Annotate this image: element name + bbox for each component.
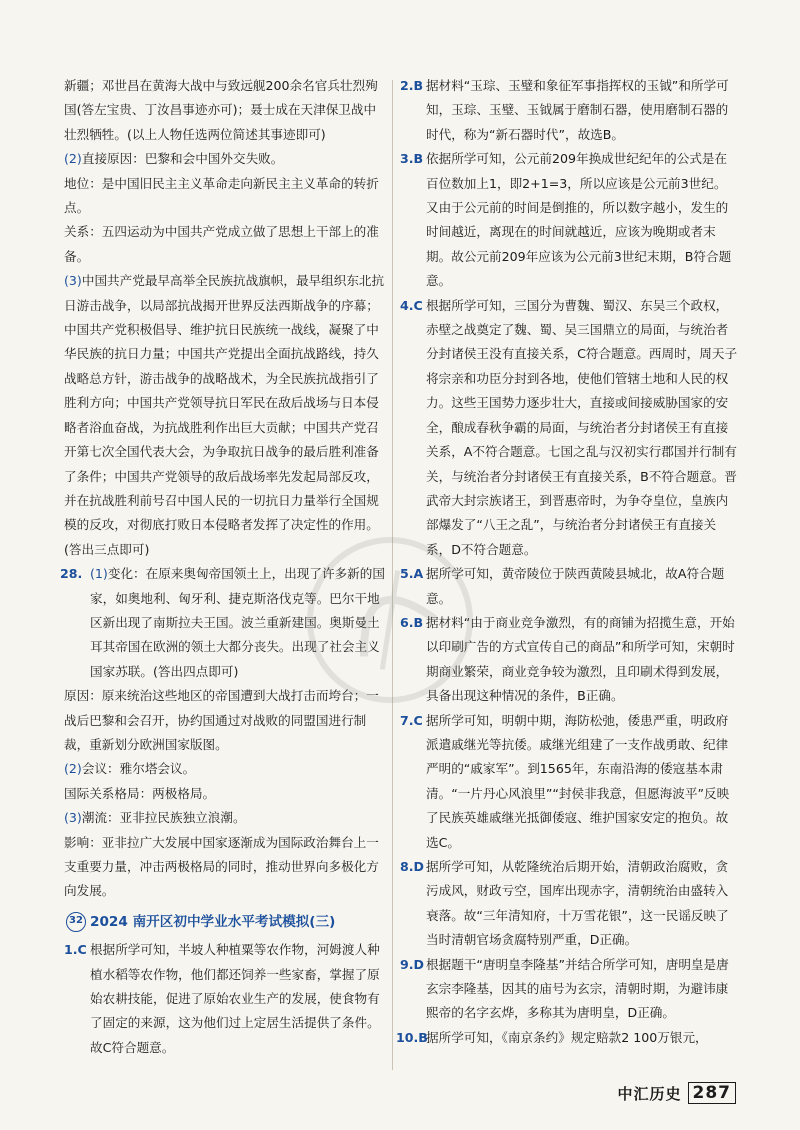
relation-paragraph: 关系：五四运动为中国共产党成立做了思想上干部上的准备。 <box>64 224 379 264</box>
answer-5-text: 据所学可知，黄帝陵位于陕西黄陵县城北，故A符合题意。 <box>426 566 725 606</box>
page-number: 287 <box>688 1082 737 1104</box>
q28-part2 <box>64 757 386 781</box>
q28-1-text: 变化：在原来奥匈帝国领土上，出现了许多新的国家，如奥地利、匈牙利、捷克斯洛伐克等。巴尔干地区新出现了南斯拉夫王国。波兰重新建国。奥斯曼土耳其帝国在欧洲的领土大都分丧失。出现了社会主义国家苏联。(答出四点即可) <box>90 566 385 679</box>
answer-4-number: 4.C <box>400 297 423 313</box>
impact-paragraph: 影响：亚非拉广大发展中国家逐渐成为国际政治舞台上一支重要力量，冲击两极格局的同时，推动世界向多极化方向发展。 <box>64 834 379 899</box>
page-footer <box>617 1082 736 1104</box>
q28-3-label: (3) <box>64 810 82 826</box>
answer-1-text: 根据所学可知，半坡人种植粟等农作物，河姆渡人种植水稻等农作物，他们都还饲养一些家畜，掌握了原始农耕技能，促进了原始农业生产的发展，使食物有了固定的来源，这为他们过上定居生活提供了条件。故C符合题意。 <box>90 942 380 1055</box>
section-number-badge: 32 <box>66 912 86 932</box>
reason-paragraph: 原因：原来统治这些地区的帝国遭到大战打击而垮台；一战后巴黎和会召开，协约国通过对战败的同盟国进行制裁，重新划分欧洲国家版图。 <box>64 688 379 752</box>
section-heading <box>66 910 386 934</box>
status-paragraph: 地位：是中国旧民主主义革命走向新民主主义革命的转折点。 <box>64 175 379 216</box>
answer-7-text: 据所学可知，明朝中期，海防松弛，倭患严重，明政府派遣戚继光等抗倭。戚继光组建了一支作战勇敢、纪律严明的“戚家军”。到1565年，东南沿海的倭寇基本肃清。“一片丹心风浪里”“封侯非我意，但愿海波平”反映了民族英雄戚继光抵御倭寇、维护国家安定的抱负。故选C。 <box>426 712 730 850</box>
footer-subject: 中汇历史 <box>617 1084 682 1103</box>
q28-part3 <box>64 806 386 830</box>
q28-3-text: 潮流：亚非拉民族独立浪潮。 <box>81 810 246 826</box>
answer-10 <box>396 1026 738 1050</box>
answer-2-number: 2.B <box>400 78 424 93</box>
q3-text: 中国共产党最早高举全民族抗战旗帜，最早组织东北抗日游击战争，以局部抗战揭开世界反法西斯战争的序幕；中国共产党积极倡导、维护抗日民族统一战线，凝聚了中华民族的抗日力量；中国共产党提出全面抗战路线，持久战略总方针，游击战争的战略战术，为全民族抗战指引了胜利方向；中国共产党领导抗日军民在敌后战场与日本侵略者浴血奋战，为抗战胜利作出巨大贡献；中国共产党召开第七次全国代表大会，为争取抗日战争的最后胜利准备了条件；中国共产党领导的敌后战场率先发起局部反攻，并在抗战胜利前号召中国人民的一切抗日力量举行全国规模的反攻，对彻底打败日本侵略者发挥了决定性的作用。(答出三点即可) <box>64 273 385 557</box>
answer-8-number: 8.D <box>400 859 425 874</box>
section-title: 2024 南开区初中学业水平考试模拟(三) <box>90 913 336 930</box>
q3-label: (3) <box>64 273 82 289</box>
answer-7-number: 7.C <box>400 712 423 728</box>
answer-6-number: 6.B <box>400 614 424 630</box>
answer-8-text: 据所学可知，从乾隆统治后期开始，清朝政治腐败，贪污成风，财政亏空，国库出现赤字，清朝统治由盛转入衰落。故“三年清知府，十万雪花银”，这一民谣反映了当时清朝官场贪腐特别严重，D正确。 <box>426 859 729 948</box>
q28-1-label: (1) <box>90 566 108 582</box>
answer-2-text: 据材料“玉琮、玉璧和象征军事指挥权的玉钺”和所学可知，玉琮、玉璧、玉钺属于磨制石器，使用磨制石器的时代，称为“新石器时代”，故选B。 <box>426 78 729 142</box>
answer-7 <box>400 709 738 855</box>
answer-9-text: 根据题干“唐明皇李隆基”并结合所学可知，唐明皇是唐玄宗李隆基，因其的庙号为玄宗，清朝时期，为避讳康熙帝的名字玄烨，多称其为唐明皇，D正确。 <box>426 956 729 1021</box>
answer-3-text: 依据所学可知，公元前209年换成世纪纪年的公式是在百位数加上1，即2+1=3，所以应该是公元前3世纪。又由于公元前的时间是倒推的，所以数字越小，发生的时间越近，离现在的时间就越近，应该为晚期或者末期。故公元前209年应该为公元前3世纪末期，B符合题意。 <box>426 151 732 289</box>
q28-2-text: 会议：雅尔塔会议。 <box>81 761 196 777</box>
answer-9-number: 9.D <box>400 956 425 972</box>
answer-6-text: 据材料“由于商业竞争激烈，有的商铺为招揽生意，开始以印刷广告的方式宣传自己的商品”和所学可知，宋朝时期商业繁荣，商业竞争较为激烈，且印刷术得到发展，具备出现这种情况的条件，B正确。 <box>426 614 735 704</box>
q28-2-label: (2) <box>64 761 82 777</box>
q28-number: 28. <box>60 566 83 582</box>
answer-1-number: 1.C <box>64 942 87 958</box>
q2-label: (2) <box>64 151 82 167</box>
q2-text: 直接原因：巴黎和会中国外交失败。 <box>81 151 284 167</box>
q3-answer <box>64 269 386 562</box>
answer-9 <box>400 953 738 1026</box>
answer-10-text: 据所学可知，《南京条约》规定赔款2 100万银元， <box>426 1029 708 1045</box>
answer-1 <box>64 938 386 1060</box>
answer-4-text: 根据所学可知，三国分为曹魏、蜀汉、东吴三个政权，赤壁之战奠定了魏、蜀、吴三国鼎立的局面，与统治者分封诸侯王没有直接关系，C符合题意。西周时，周天子将宗亲和功臣分封到各地，使他们管辖土地和人民的权力。这些王国势力逐步壮大，直接或间接威胁国家的安全，酿成春秋争霸的局面，与统治者分封诸侯王有直接关系，A不符合题意。七国之乱与汉初实行郡国并行制有关，与统治者分封诸侯王有直接关系，B不符合题意。晋武帝大封宗族诸王，到晋惠帝时，为争夺皇位，皇族内部爆发了“八王之乱”，与统治者分封诸侯王有直接关系，D不符合题意。 <box>426 297 738 557</box>
answer-10-number: 10.B <box>396 1029 428 1045</box>
intro-paragraph: 新疆；邓世昌在黄海大战中与致远舰200余名官兵壮烈殉国(答左宝贵、丁汝昌事迹亦可)；聂士成在天津保卫战中壮烈牺牲。(以上人物任选两位简述其事迹即可) <box>64 78 378 142</box>
q2-answer <box>64 147 386 171</box>
answer-2 <box>400 74 738 147</box>
answer-8 <box>400 855 738 953</box>
answer-5-number: 5.A <box>400 566 424 582</box>
pattern-paragraph: 国际关系格局：两极格局。 <box>64 785 216 801</box>
answer-3 <box>400 147 738 293</box>
answer-3-number: 3.B <box>400 151 424 167</box>
